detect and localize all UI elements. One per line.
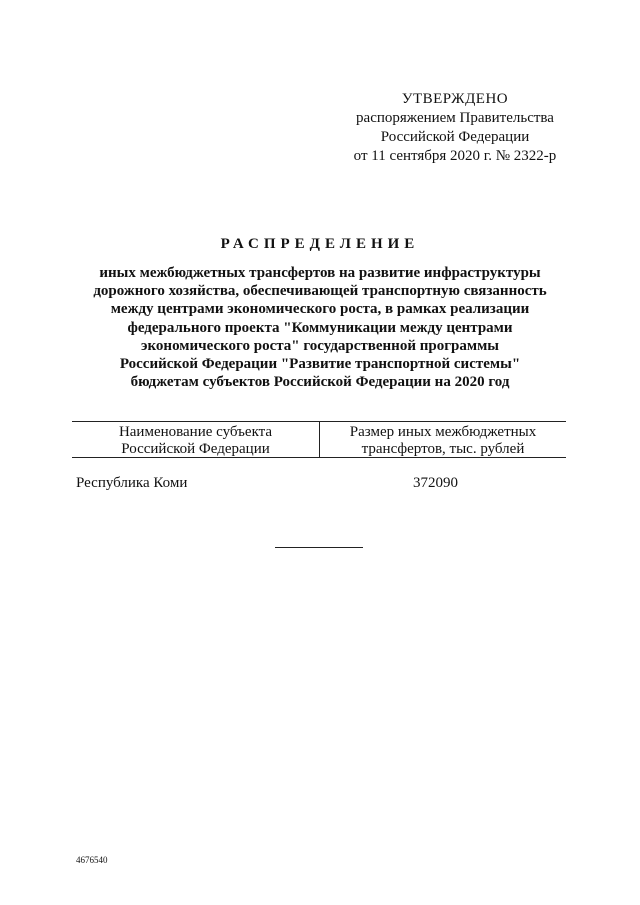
subtitle-line: между центрами экономического роста, в рамках реализации xyxy=(110,301,530,318)
approval-title: УТВЕРЖДЕНО xyxy=(401,91,509,107)
document-number: 4676540 xyxy=(76,855,108,865)
subtitle-line: экономического роста" государственной программы xyxy=(141,337,499,354)
approval-line: Российской Федерации xyxy=(380,129,530,145)
column-header-amount: Размер иных межбюджетных трансфертов, тыс. рублей xyxy=(349,424,537,457)
table-row-region-name: Республика Коми xyxy=(76,475,188,491)
table-row-amount: 372090 xyxy=(413,475,458,491)
subtitle-line: бюджетам субъектов Российской Федерации на 2020 год xyxy=(130,374,510,391)
column-header-region: Наименование субъекта Российской Федерации xyxy=(72,422,320,457)
document-heading: РАСПРЕДЕЛЕНИЕ xyxy=(220,236,420,252)
subtitle-line: иных межбюджетных трансфертов на развитие инфраструктуры xyxy=(99,265,541,281)
table-header xyxy=(72,421,566,458)
end-divider-line xyxy=(275,547,363,548)
document-subtitle xyxy=(60,264,580,391)
approval-line: распоряжением Правительства xyxy=(356,110,554,126)
subtitle-line: дорожного хозяйства, обеспечивающей транспортную связанность xyxy=(93,283,547,300)
approval-date-number: от 11 сентября 2020 г. № 2322-р xyxy=(353,148,557,164)
subtitle-line: федерального проекта "Коммуникации между центрами xyxy=(127,319,513,336)
subtitle-line: Российской Федерации "Развитие транспортной системы" xyxy=(119,356,521,373)
approval-stamp xyxy=(330,90,580,166)
